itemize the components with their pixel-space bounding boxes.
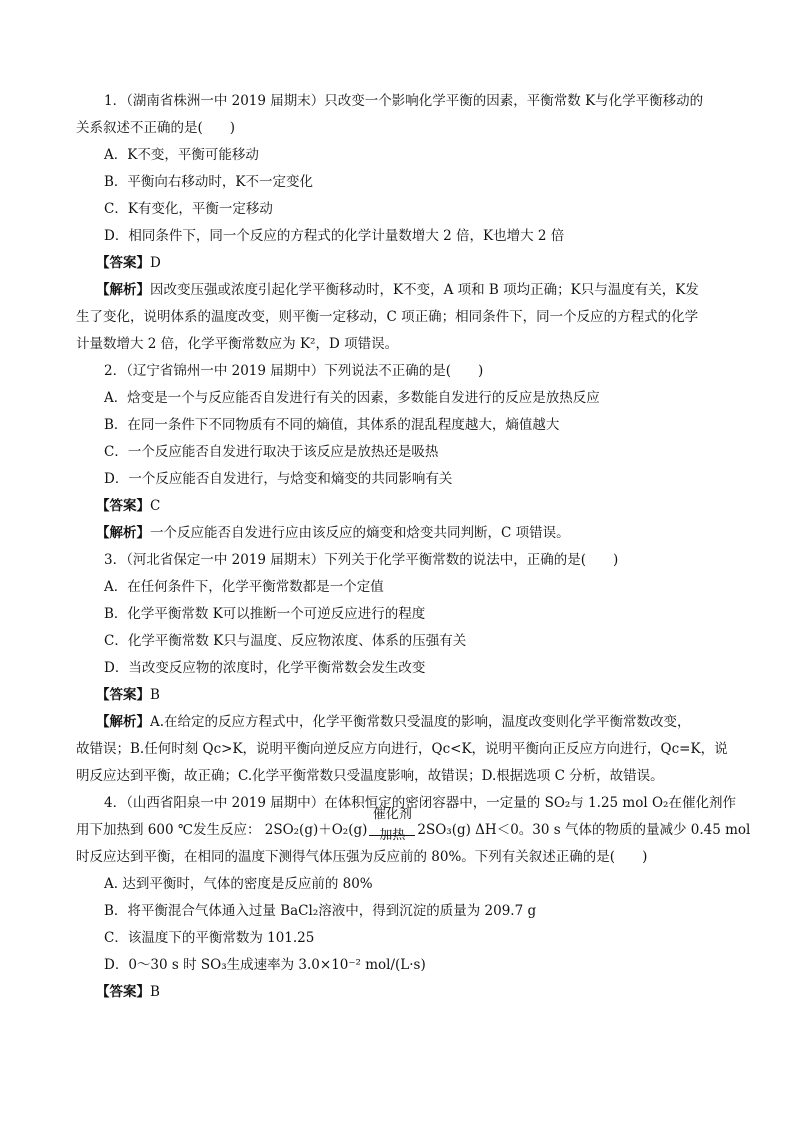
answer-tag: 【答案】	[96, 984, 150, 1000]
analysis-text: 一个反应能否自发进行应由该反应的熵变和焓变共同判断，C 项错误。	[150, 525, 570, 541]
q4-stem-line2	[76, 807, 751, 844]
reaction-condition-heat: 加热	[379, 828, 406, 843]
q3-analysis-line1	[96, 709, 724, 736]
q2-option-c: C．一个反应能否自发进行取决于该反应是放热还是吸热	[104, 444, 439, 460]
analysis-tag: 【解析】	[96, 525, 150, 541]
q3-analysis-line2: 故错误；B.任何时刻 Qc>K，说明平衡向逆反应方向进行，Qc<K，说明平衡向正反应方向进行，Qc=K，说	[76, 741, 728, 757]
q3-option-d: D．当改变反应物的浓度时，化学平衡常数会发生改变	[104, 660, 426, 676]
q1-analysis-line1	[96, 277, 724, 304]
q1-option-b: B．平衡向右移动时，K不一定变化	[104, 174, 314, 190]
q4-equation-lhs: 用下加热到 600 ℃发生反应： 2SO₂(g)＋O₂(g)	[76, 822, 368, 838]
q3-analysis-line3: 明反应达到平衡，故正确；C.化学平衡常数只受温度影响，故错误；D.根据选项 C 分析，故错误。	[76, 768, 664, 784]
analysis-text: A.在给定的反应方程式中，化学平衡常数只受温度的影响，温度改变则化学平衡常数改变，	[150, 714, 691, 730]
q3-answer	[96, 682, 724, 709]
q4-option-d: D．0～30 s 时 SO₃生成速率为 3.0×10⁻² mol/(L·s)	[104, 957, 426, 973]
q4-stem-line3: 时反应达到平衡，在相同的温度下测得气体压强为反应前的 80%。下列有关叙述正确的是( )	[76, 849, 648, 865]
q1-stem-line2: 关系叙述不正确的是( )	[76, 120, 236, 136]
analysis-tag: 【解析】	[96, 714, 150, 730]
q1-option-a: A．K不变，平衡可能移动	[104, 147, 259, 163]
reaction-arrow	[367, 807, 417, 844]
q3-stem: 3．（河北省保定一中 2019 届期末）下列关于化学平衡常数的说法中，正确的是( )	[104, 552, 619, 568]
reaction-condition-catalyst: 催化剂	[372, 807, 412, 822]
q4-answer	[96, 979, 724, 1006]
answer-tag: 【答案】	[96, 255, 150, 271]
q1-analysis-line3: 计量数增大 2 倍，化学平衡常数应为 K²，D 项错误。	[76, 336, 399, 352]
q2-option-b: B．在同一条件下不同物质有不同的熵值，其体系的混乱程度越大，熵值越大	[104, 417, 560, 433]
q1-stem-line1: 1．（湖南省株洲一中 2019 届期末）只改变一个影响化学平衡的因素，平衡常数 K与化学平衡移动的	[104, 93, 704, 109]
q4-stem-line1: 4．（山西省阳泉一中 2019 届期中）在体积恒定的密闭容器中，一定量的 SO₂与 1.25 mol O₂在催化剂作	[104, 795, 736, 811]
q4-equation-rhs: 2SO₃(g) ΔH＜0。30 s 气体的物质的量减少 0.45 mol	[417, 822, 751, 838]
q4-option-a: A. 达到平衡时，气体的密度是反应前的 80%	[104, 876, 373, 892]
answer-value: C	[150, 498, 161, 514]
document-page	[76, 88, 751, 1006]
answer-tag: 【答案】	[96, 498, 150, 514]
analysis-tag: 【解析】	[96, 282, 150, 298]
answer-value: D	[150, 255, 161, 271]
q3-option-b: B．化学平衡常数 K可以推断一个可逆反应进行的程度	[104, 606, 426, 622]
q3-option-c: C．化学平衡常数 K只与温度、反应物浓度、体系的压强有关	[104, 633, 467, 649]
q1-option-d: D．相同条件下，同一个反应的方程式的化学计量数增大 2 倍，K也增大 2 倍	[104, 228, 565, 244]
answer-value: B	[150, 687, 160, 703]
q4-option-c: C．该温度下的平衡常数为 101.25	[104, 930, 315, 946]
answer-value: B	[150, 984, 160, 1000]
q4-option-b: B．将平衡混合气体通入过量 BaCl₂溶液中，得到沉淀的质量为 209.7 g	[104, 903, 537, 919]
q2-stem: 2．（辽宁省锦州一中 2019 届期中）下列说法不正确的是( )	[104, 363, 484, 379]
q2-option-a: A．焓变是一个与反应能否自发进行有关的因素，多数能自发进行的反应是放热反应	[104, 390, 600, 406]
q1-analysis-line2: 生了变化，说明体系的温度改变，则平衡一定移动，C 项正确；相同条件下，同一个反应的方程式的化学	[76, 309, 699, 325]
q3-option-a: A．在任何条件下，化学平衡常数都是一个定值	[104, 579, 384, 595]
q2-analysis-line1	[96, 520, 724, 547]
answer-tag: 【答案】	[96, 687, 150, 703]
q2-answer	[96, 493, 724, 520]
q2-option-d: D．一个反应能否自发进行，与焓变和熵变的共同影响有关	[104, 471, 453, 487]
analysis-text: 因改变压强或浓度引起化学平衡移动时，K不变，A 项和 B 项均正确；K只与温度有关，K发	[150, 282, 699, 298]
q1-answer	[96, 250, 724, 277]
q1-option-c: C．K有变化，平衡一定移动	[104, 201, 273, 217]
